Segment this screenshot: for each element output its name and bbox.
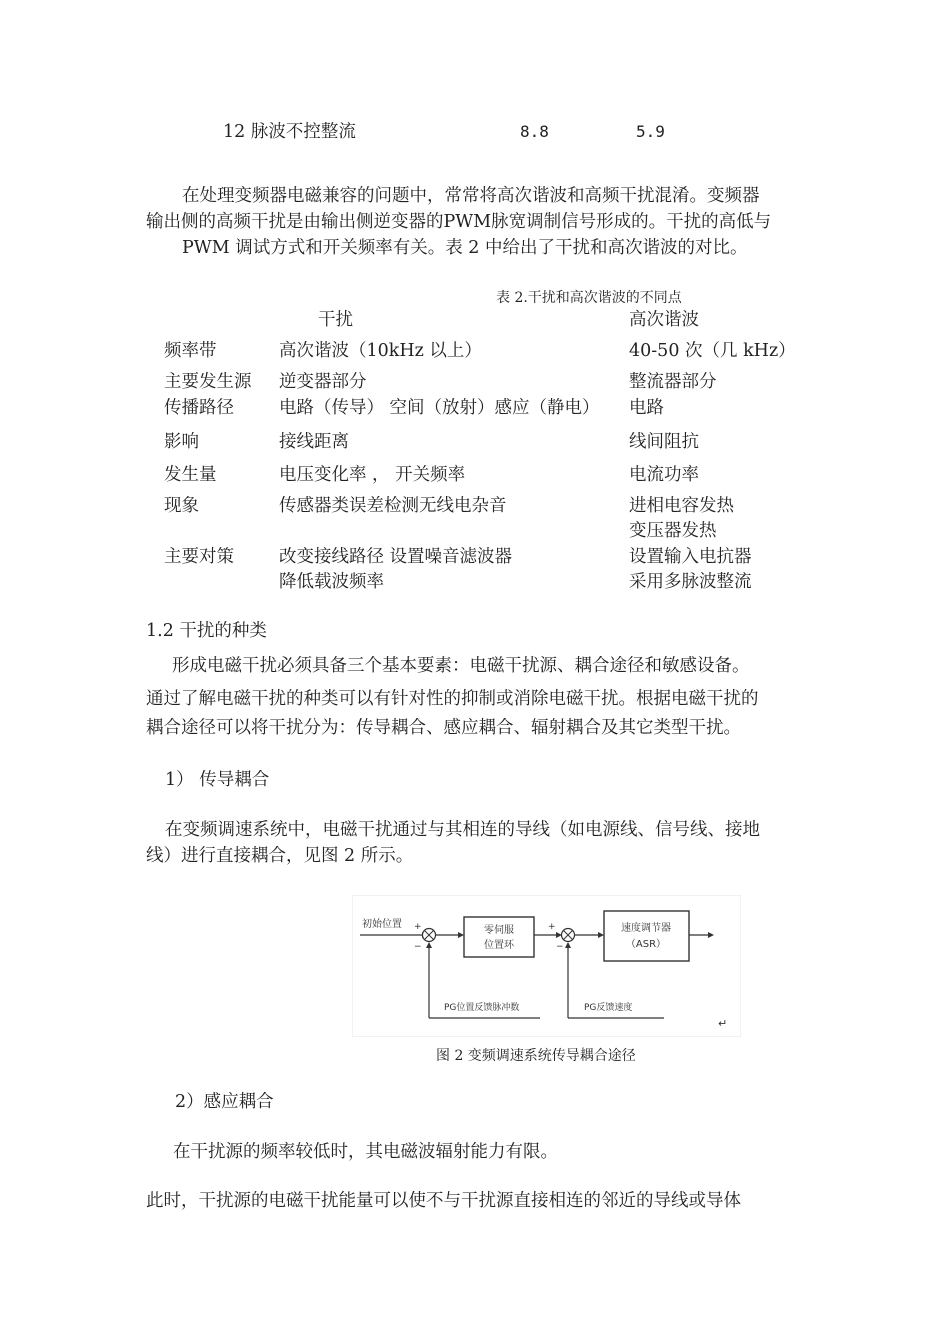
para2-line-1: 形成电磁干扰必须具备三个基本要素：电磁干扰源、耦合途径和敏感设备。	[172, 656, 750, 676]
table-col-header-harmonics: 高次谐波	[629, 310, 699, 330]
para3-line-2: 线）进行直接耦合，见图 2 所示。	[146, 846, 414, 866]
block1-text-2: 位置环	[484, 940, 514, 951]
table-caption: 表 2.干扰和高次谐波的不同点	[496, 290, 682, 306]
section-heading: 1.2 干扰的种类	[146, 621, 267, 641]
block2-text-2: （ASR）	[625, 939, 667, 950]
para2-line-2: 通过了解电磁干扰的种类可以有针对性的抑制或消除电磁干扰。根据电磁干扰的	[146, 689, 759, 709]
speed-regulator-block	[604, 911, 689, 961]
intro-line-3: PWM 调试方式和开关频率有关。表 2 中给出了干扰和高次谐波的对比。	[182, 238, 748, 258]
table-row-label: 现象	[164, 496, 199, 516]
figure-caption: 图 2 变频调速系统传导耦合途径	[436, 1048, 636, 1064]
table-cell: 电路	[629, 398, 664, 418]
top-row-value-2: 5.9	[636, 122, 665, 141]
table-cell: 采用多脉波整流	[629, 572, 752, 592]
table-cell: 变压器发热	[629, 521, 717, 541]
block1-text-1: 零伺服	[484, 925, 514, 936]
table-cell: 电压变化率 ， 开关频率	[279, 465, 466, 485]
table-cell: 改变接线路径 设置噪音滤波器	[279, 547, 513, 567]
table-cell: 接线距离	[279, 432, 349, 452]
top-row-label: 12 脉波不控整流	[223, 122, 356, 142]
table-cell: 降低载波频率	[279, 572, 384, 592]
para2-line-3: 耦合途径可以将干扰分为：传导耦合、感应耦合、辐射耦合及其它类型干扰。	[146, 718, 741, 738]
input-label: 初始位置	[362, 919, 402, 930]
table-row-label: 主要发生源	[164, 372, 252, 392]
table-cell: 进相电容发热	[629, 496, 734, 516]
block-diagram	[352, 895, 741, 1037]
return-mark: ↵	[718, 1017, 728, 1030]
feedback-label-2: PG反馈速度	[584, 1003, 633, 1013]
sum1-minus: −	[414, 942, 422, 952]
table-cell: 整流器部分	[629, 372, 717, 392]
intro-line-1: 在处理变频器电磁兼容的问题中，常常将高次谐波和高频干扰混淆。变频器	[182, 186, 760, 206]
intro-line-2: 输出侧的高频干扰是由输出侧逆变器的PWM脉宽调制信号形成的。干扰的高低与	[146, 212, 772, 232]
para5: 此时，干扰源的电磁干扰能量可以使不与干扰源直接相连的邻近的导线或导体	[146, 1191, 741, 1211]
table-row-label: 发生量	[164, 465, 217, 485]
table-row-label: 传播路径	[164, 398, 234, 418]
table-row-label: 主要对策	[164, 547, 234, 567]
table-col-header-interference: 干扰	[318, 310, 353, 330]
table-cell: 电流功率	[629, 465, 699, 485]
sum1-plus: +	[414, 922, 422, 932]
sum2-minus: −	[556, 942, 564, 952]
top-row-value-1: 8.8	[520, 122, 549, 141]
sum2-plus: +	[548, 922, 556, 932]
subheading-induction: 2）感应耦合	[175, 1092, 274, 1112]
position-loop-block	[464, 917, 534, 957]
table-cell: 设置输入电抗器	[629, 547, 752, 567]
table-cell: 传感器类误差检测无线电杂音	[279, 496, 507, 516]
para4: 在干扰源的频率较低时，其电磁波辐射能力有限。	[173, 1142, 558, 1162]
subheading-conduction: 1） 传导耦合	[165, 770, 270, 790]
table-row-label: 频率带	[164, 341, 217, 361]
table-cell: 高次谐波（10kHz 以上）	[279, 341, 482, 361]
block2-text-1: 速度调节器	[621, 923, 671, 934]
table-cell: 40-50 次（几 kHz）	[629, 341, 796, 361]
table-cell: 电路（传导） 空间（放射）感应（静电）	[279, 398, 600, 418]
para3-line-1: 在变频调速系统中，电磁干扰通过与其相连的导线（如电源线、信号线、接地	[165, 820, 760, 840]
feedback-label-1: PG位置反馈脉冲数	[444, 1003, 520, 1013]
table-cell: 逆变器部分	[279, 372, 367, 392]
table-cell: 线间阻抗	[629, 432, 699, 452]
table-row-label: 影响	[164, 432, 199, 452]
